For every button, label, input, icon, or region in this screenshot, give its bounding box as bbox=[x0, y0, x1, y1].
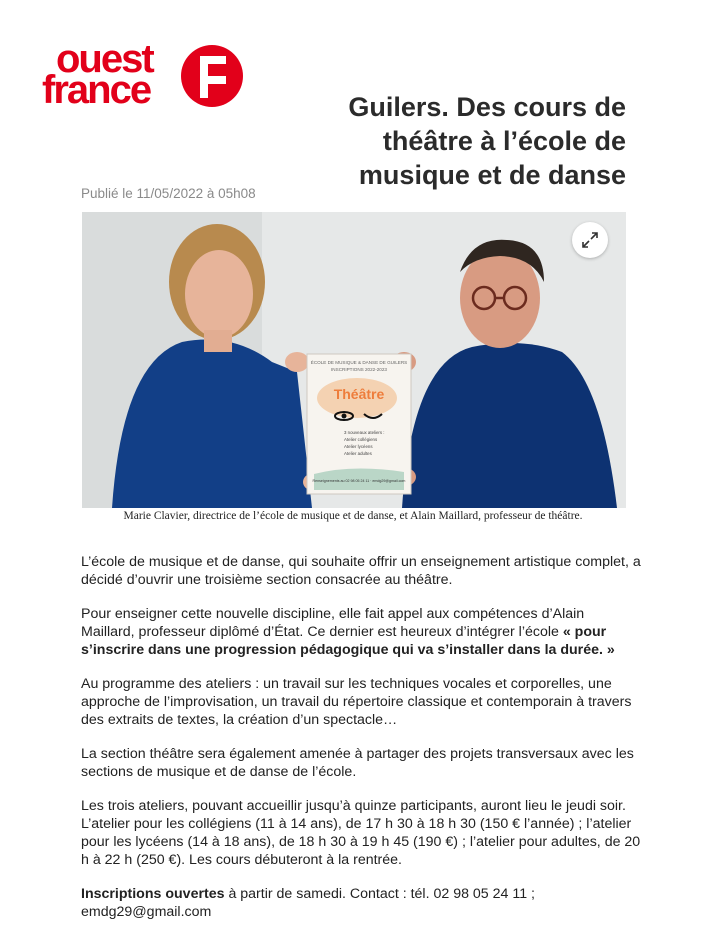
logo-word-ouest: ouest bbox=[56, 37, 153, 81]
article-paragraph: Au programme des ateliers : un travail sur les techniques vocales et corporelles, une approche de l’improvisation, un travail du répertoire classique et contemporain à travers des extraits de textes, la création d’un spectacle… bbox=[81, 676, 632, 728]
article-photo[interactable] bbox=[82, 212, 626, 508]
poster-header-line: ÉCOLE DE MUSIQUE & DANSE DE GUILERS bbox=[310, 360, 408, 365]
article-paragraph: L’école de musique et de danse, qui souhaite offrir un enseignement artistique complet, a décidé d’ouvrir une troisième section consacrée au théâtre. bbox=[81, 554, 641, 588]
contact-text: à partir de samedi. Contact : tél. 02 98 05 24 11 ; emdg29@gmail.com bbox=[81, 886, 535, 920]
poster-item: 3 nouveaux ateliers : bbox=[344, 430, 385, 435]
article-paragraph bbox=[81, 605, 641, 659]
poster-item: Atelier collégiens bbox=[344, 437, 378, 442]
photo-caption: Marie Clavier, directrice de l’école de musique et de danse, et Alain Maillard, professeur de théâtre. bbox=[123, 510, 583, 522]
ouest-france-circle-logo-icon bbox=[180, 44, 244, 108]
quote-bold: « pour s’inscrire dans une progression pédagogique qui va s’installer dans la durée. » bbox=[81, 624, 615, 658]
poster-footer: Renseignements au 02 98 05 24 11 · emdg29@gmail.com bbox=[312, 479, 406, 483]
expand-photo-button[interactable] bbox=[572, 222, 608, 258]
registration-bold: Inscriptions ouvertes bbox=[81, 886, 225, 902]
article-headline: Guilers. Des cours de théâtre à l’école de musique et de danse bbox=[348, 92, 626, 191]
photo-illustration bbox=[82, 212, 626, 508]
article-paragraph bbox=[81, 885, 641, 921]
logo-word-france: france bbox=[42, 68, 151, 112]
poster-item: Atelier adultes bbox=[344, 451, 372, 456]
poster-subheader-line: INSCRIPTIONS 2022-2023 bbox=[331, 367, 387, 372]
paragraph-text: Pour enseigner cette nouvelle discipline, elle fait appel aux compétences d’Alain Maillard, professeur diplômé d’État. Ce dernier est heureux d’intégrer l’école bbox=[81, 606, 585, 640]
poster-item: Atelier lycéens bbox=[344, 444, 373, 449]
article-paragraph: La section théâtre sera également amenée à partager des projets transversaux avec les sections de musique et de danse de l’école. bbox=[81, 746, 634, 780]
article-body bbox=[81, 553, 641, 937]
poster-title: Théâtre bbox=[333, 386, 385, 402]
publication-date: Publié le 11/05/2022 à 05h08 bbox=[81, 186, 256, 201]
ouest-france-logo[interactable] bbox=[42, 38, 247, 114]
expand-arrows-icon bbox=[580, 230, 600, 250]
article-paragraph: Les trois ateliers, pouvant accueillir jusqu’à quinze participants, auront lieu le jeudi soir. L’atelier pour les collégiens (11 à 14 ans), de 17 h 30 à 18 h 30 (150 € l’année) ; l’atelier pour les lycéens (14 à 18 ans), de 18 h 30 à 19 h 45 (190 €) ; l’atelier pour adultes, de 20 h à 22 h (250 €). Les cours débuteront à la rentrée. bbox=[81, 798, 641, 868]
